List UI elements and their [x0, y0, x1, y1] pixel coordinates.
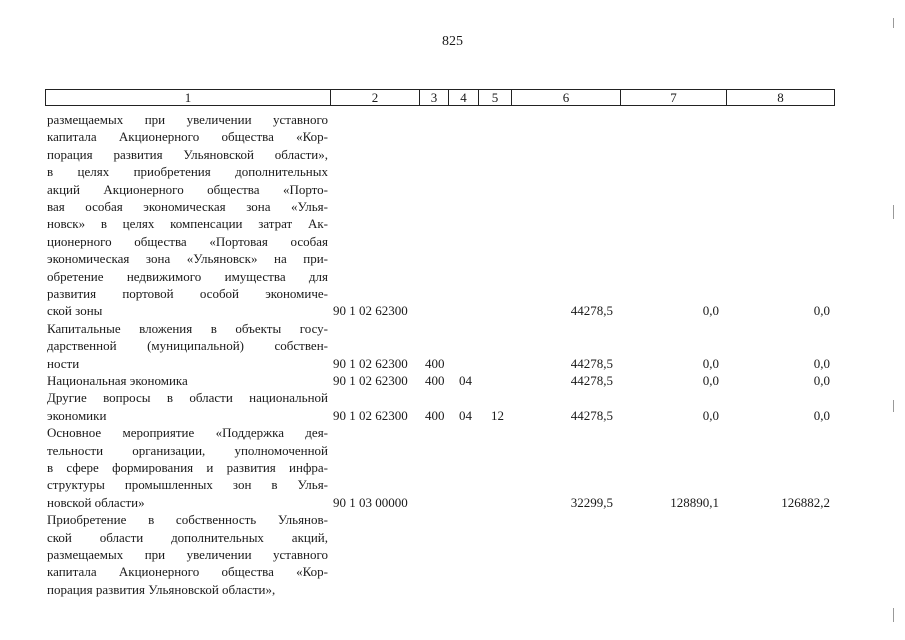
cell-c6: 44278,5: [570, 373, 613, 388]
cell-c8: 0,0: [813, 303, 830, 319]
description-line: развития портовой особой экономиче-: [47, 286, 328, 302]
cell-c8: 0,0: [813, 407, 830, 423]
cell-c5: 12: [491, 407, 504, 423]
cell-c8: 0,0: [813, 373, 830, 388]
description-line: ционерного общества «Портовая особая: [47, 233, 328, 249]
header-col-1: 1: [184, 90, 192, 105]
row-description: [47, 511, 328, 598]
cell-c7: 0,0: [702, 355, 719, 371]
cell-c2: 90 1 02 62300: [333, 373, 408, 388]
cell-c2: 90 1 02 62300: [333, 355, 408, 371]
header-col-4: 4: [448, 90, 478, 105]
cell-c3: 400: [425, 407, 445, 423]
row-description: [47, 372, 328, 389]
description-line: в сфере формирования и развития инфра-: [47, 460, 328, 475]
description-line: новск» в целях компенсации затрат Ак-: [47, 216, 328, 232]
description-line: дарственной (муниципальной) собствен-: [47, 338, 328, 354]
description-line: в целях приобретения дополнительных: [47, 164, 328, 180]
description-line: тельности организации, уполномоченной: [47, 442, 328, 458]
description-line: экономическая зона «Ульяновск» на при-: [47, 251, 328, 267]
cell-c7: 128890,1: [670, 494, 719, 510]
description-line: порация развития Ульяновской области»,: [47, 146, 328, 162]
row-description: [47, 320, 328, 372]
cell-c3: 400: [425, 373, 445, 388]
row-description: [47, 389, 328, 424]
header-col-7: 7: [620, 90, 726, 105]
cell-c7: 0,0: [702, 407, 719, 423]
description-line: размещаемых при увеличении уставного: [47, 112, 328, 127]
cell-c2: 90 1 02 62300: [333, 303, 408, 319]
page-number: 825: [442, 34, 463, 49]
cell-c8: 0,0: [813, 355, 830, 371]
cell-c6: 44278,5: [570, 407, 613, 423]
margin-mark: [893, 400, 894, 412]
row-description: [47, 111, 328, 320]
cell-c8: 126882,2: [781, 494, 830, 510]
margin-mark: [893, 205, 894, 219]
description-line: ской области дополнительных акций,: [47, 529, 328, 545]
margin-mark: [893, 608, 894, 622]
header-col-8: 8: [726, 90, 834, 105]
description-line: ской зоны: [47, 303, 103, 319]
cell-c6: 44278,5: [570, 303, 613, 319]
cell-c7: 0,0: [702, 303, 719, 319]
header-col-6: 6: [511, 90, 620, 105]
margin-mark: [893, 18, 894, 28]
description-line: ности: [47, 355, 80, 371]
description-line: капитала Акционерного общества «Кор-: [47, 564, 328, 580]
header-col-3: 3: [419, 90, 448, 105]
cell-c4: 04: [459, 407, 472, 423]
cell-c2: 90 1 03 00000: [333, 494, 408, 510]
description-line: новской области»: [47, 494, 145, 510]
description-line: Капитальные вложения в объекты госу-: [47, 320, 328, 336]
cell-c2: 90 1 02 62300: [333, 407, 408, 423]
cell-c3: 400: [425, 355, 445, 371]
description-line: Другие вопросы в области национальной: [47, 390, 328, 406]
cell-c4: 04: [459, 373, 472, 388]
cell-c6: 32299,5: [570, 494, 613, 510]
cell-c6: 44278,5: [570, 355, 613, 371]
table-header: [45, 89, 835, 106]
description-line: акций Акционерного общества «Порто-: [47, 181, 328, 197]
description-line: порация развития Ульяновской области»,: [47, 581, 276, 597]
description-line: вая особая экономическая зона «Улья-: [47, 199, 328, 215]
header-col-2: 2: [330, 90, 419, 105]
description-line: Приобретение в собственность Ульянов-: [47, 512, 328, 528]
description-line: капитала Акционерного общества «Кор-: [47, 129, 328, 145]
description-line: Национальная экономика: [47, 373, 188, 388]
description-line: обретение недвижимого имущества для: [47, 268, 328, 284]
description-line: Основное мероприятие «Поддержка дея-: [47, 425, 328, 441]
description-line: структуры промышленных зон в Улья-: [47, 477, 328, 493]
description-line: размещаемых при увеличении уставного: [47, 547, 328, 562]
header-col-5: 5: [478, 90, 511, 105]
row-description: [47, 424, 328, 511]
description-line: экономики: [47, 407, 107, 423]
cell-c7: 0,0: [702, 373, 719, 388]
